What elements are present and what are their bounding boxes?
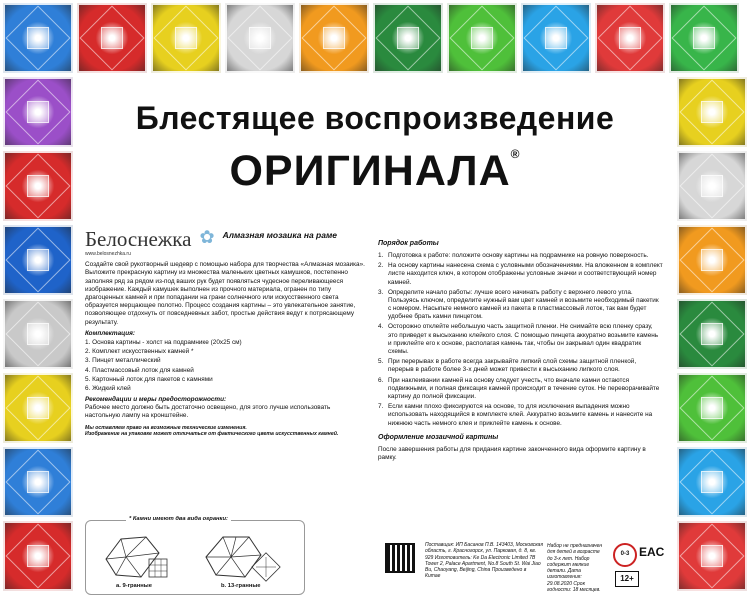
gem-13-cut-icon — [201, 529, 281, 584]
gem-tile — [595, 3, 665, 73]
kit-list — [85, 339, 365, 393]
gem-tile — [521, 3, 591, 73]
kit-item: 1. Основа картины - холст на подрамнике (20х25 см) — [85, 338, 242, 346]
intro-text: Создайте свой рукотворный шедевр с помощью набора для творчества «Алмазная мозаика». Выложите прекрасную картину из множества маленьких цветных камушков, постепенно заполняя ряд за рядом из-под ваших рук будет появляться чудесное переливающееся изображение. Каждый камушек выполнен из прочного материала, огранен по типу драгоценных камней и при попадании на грани солнечного или искусственного света образуется мерцающее полотно. Процесс создания картины – это увлекательное занятие, позволяющее отдохнуть от повседневных забот, простые действия ведут к потрясающему результату. — [85, 261, 365, 326]
gem-tile — [3, 521, 73, 591]
headline-line2 — [80, 147, 670, 196]
precautions-text: Рабочее место должно быть достаточно освещено, для этого лучше использовать настольную лампу на кронштейне. — [85, 404, 331, 420]
notice-2: Изображение на упаковке может отличаться от фактического цвета искусственных камней. — [85, 431, 339, 438]
headline-line1: Блестящее воспроизведение — [135, 100, 615, 136]
procedure-title: Порядок работы — [378, 240, 439, 247]
age-badge: 12+ — [615, 571, 639, 587]
gem-tile — [299, 3, 369, 73]
precautions-title: Рекомендации и меры предосторожности: — [85, 396, 227, 404]
kit-item: 6. Жидкий клей — [85, 384, 131, 392]
cut-b-label: b. 13-гранные — [221, 583, 261, 589]
brand-logo — [85, 226, 365, 257]
gem-tile — [677, 299, 747, 369]
step-number: 6. — [378, 376, 384, 384]
gem-tile — [677, 225, 747, 295]
gem-tile — [3, 299, 73, 369]
cut-a-label: a. 9-гранные — [116, 583, 152, 589]
qr-code-icon — [385, 543, 415, 573]
step-number: 2. — [378, 262, 384, 270]
brand-name: Белоснежка — [85, 227, 192, 251]
gem-tile — [3, 225, 73, 295]
bow-icon: ✿ — [199, 227, 215, 247]
step-text: При наклеивании камней на основу следует учесть, что вначале камни остаются подвижными, и полная фиксация камней происходит в течение суток. Не переворачивайте картину до полной фиксации. — [388, 376, 660, 400]
brand-site: www.belosnezhka.ru — [85, 250, 131, 257]
procedure-step — [378, 377, 663, 402]
gem-tile — [151, 3, 221, 73]
kit-item: 3. Пинцет металлический — [85, 357, 161, 365]
kit-item: 4. Пластмассовый лоток для камней — [85, 366, 194, 374]
step-text: При перерывах в работе всегда закрывайте липкий слой схемы защитной пленкой, перерыв в работе более 3-х дней может привести к высыханию липкого слоя. — [388, 358, 637, 374]
procedure-step — [378, 252, 663, 260]
eac-mark: EAC — [639, 545, 665, 559]
producer-text: Поставщик: ИП Басанов П.В. 143403, Московская область, г. Красногорск, ул. Парковая, д. 8, кв. 929 Изготовитель: Ke Da Electronic Limited 7B Tower 2, Palace Apartment, No.8 South St. Wai Jiao Bu, Chaoyang, Beijing, China Произведено в Китае — [425, 542, 544, 580]
gem-tile — [677, 373, 747, 443]
left-column — [85, 226, 365, 438]
gem-tile — [3, 77, 73, 147]
gem-tile — [3, 3, 73, 73]
gem-tile — [373, 3, 443, 73]
gem-tile — [3, 373, 73, 443]
registered-mark: ® — [510, 147, 521, 161]
diagram-title: * Камни имеют два вида огранки: — [126, 516, 231, 522]
framing-text: После завершения работы для придания картине законченного вида оформите картину в рамку. — [378, 445, 646, 461]
headline-word: ОРИГИНАЛА — [229, 147, 511, 195]
gem-tile — [447, 3, 517, 73]
step-text: Подготовка к работе: положите основу картины на подрамнике на ровную поверхность. — [388, 251, 649, 259]
gem-tile — [225, 3, 295, 73]
kit-item: 5. Картонный лоток для пакетов с камнями — [85, 375, 213, 383]
brand-tagline: Алмазная мозаика на раме — [222, 230, 337, 240]
age-warning: Набор не предназначен для детей в возрасте до 3-х лет. Набор содержит мелкие детали. Дата изготовления: 29.08.2020 Срок годности: 18 месяцев. — [547, 543, 603, 593]
gem-tile — [3, 447, 73, 517]
step-number: 1. — [378, 251, 384, 259]
kit-title: Комплектация: — [85, 329, 136, 337]
gem-tile — [669, 3, 739, 73]
no-small-children-icon: 0-3 — [613, 543, 637, 567]
gem-tile — [677, 77, 747, 147]
step-text: Определите начало работы: лучше всего начинать работу с верхнего левого угла. Пользуясь ключом, определите нужный вам цвет камней и возьмите необходимый пакетик с номером. Насыпьте немного камней из пакета в пластмассовый лоток, так вам будет удобнее брать камни пинцетом. — [388, 288, 659, 321]
gem-9-cut-icon — [101, 529, 171, 584]
cut-diagram — [85, 516, 305, 595]
procedure-step — [378, 403, 663, 428]
framing-title: Оформление мозаичной картины — [378, 433, 499, 441]
gem-tile — [77, 3, 147, 73]
gem-tile — [3, 151, 73, 221]
brand-block — [85, 226, 191, 257]
step-number: 7. — [378, 403, 384, 411]
step-text: Если камни плохо фиксируются на основе, то для исключения выпадения можно использовать находящийся в комплекте клей. Аккуратно возьмите камень и нанесите на нижнюю часть немного клея и приклейте камень к основе. — [388, 403, 653, 427]
procedure-step — [378, 358, 663, 374]
step-number: 3. — [378, 288, 384, 296]
gem-tile — [677, 521, 747, 591]
step-number: 5. — [378, 358, 384, 366]
procedure-step — [378, 323, 663, 356]
procedure-step — [378, 262, 663, 287]
producer-block — [385, 543, 675, 598]
step-text: Осторожно отклейте небольшую часть защитной пленки. Не снимайте всю пленку сразу, это приведет к высыханию клейкого слоя. С помощью пинцета аккуратно возьмите камень и приклейте его к основе, располагая камень так, чтобы он закрывал один квадратик схемы. — [388, 323, 659, 356]
right-column — [378, 240, 663, 462]
step-number: 4. — [378, 323, 384, 331]
notice-1: Мы оставляем право на возможные технические изменения. — [85, 424, 247, 431]
gem-tile — [677, 151, 747, 221]
step-text: На основу картины нанесена схема с условными обозначениями. На вложенном в комплект листе находится ключ, в котором отображены условные значки и соответствующий номер камней. — [388, 262, 663, 286]
procedure-step — [378, 289, 663, 322]
gem-tile — [677, 447, 747, 517]
kit-item: 2. Комплект искусственных камней * — [85, 348, 194, 356]
